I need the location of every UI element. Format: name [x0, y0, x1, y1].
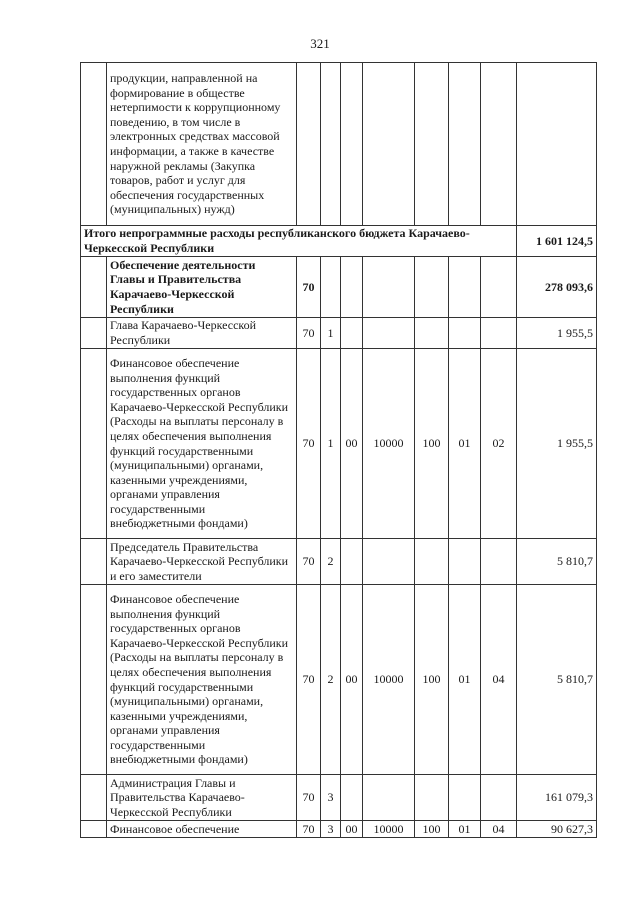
row-name: Администрация Главы и Правительства Карачаево-Черкесской Республики: [107, 775, 297, 821]
code-cell: 2: [321, 539, 341, 585]
code-cell: [363, 539, 415, 585]
total-row: [81, 226, 597, 257]
row-name: Финансовое обеспечение: [107, 821, 297, 838]
code-cell: 70: [297, 349, 321, 539]
indent-cell: [81, 775, 107, 821]
code-cell: 10000: [363, 821, 415, 838]
table-row: [81, 539, 597, 585]
indent-cell: [81, 257, 107, 318]
amount-cell: 1 955,5: [517, 349, 597, 539]
code-cell: 10000: [363, 349, 415, 539]
amount-cell: [517, 63, 597, 226]
code-cell: [449, 775, 481, 821]
code-cell: [481, 318, 517, 349]
code-cell: [341, 257, 363, 318]
code-cell: [341, 775, 363, 821]
code-cell: 3: [321, 821, 341, 838]
code-cell: 70: [297, 775, 321, 821]
code-cell: 00: [341, 585, 363, 775]
table-row: [81, 349, 597, 539]
code-cell: [449, 539, 481, 585]
code-cell: 01: [449, 821, 481, 838]
code-cell: 04: [481, 585, 517, 775]
indent-cell: [81, 821, 107, 838]
amount-cell: 5 810,7: [517, 539, 597, 585]
code-cell: 3: [321, 775, 341, 821]
row-name: продукции, направленной на формирование в обществе нетерпимости к коррупционному поведению, в том числе в электронных средствах массовой информации, а также в качестве наружной рекламы (Закупка товаров, работ и услуг для обеспечения государственных (муниципальных) нужд): [107, 63, 297, 226]
code-cell: [415, 63, 449, 226]
row-name: Председатель Правительства Карачаево-Черкесской Республики и его заместители: [107, 539, 297, 585]
total-label: Итого непрограммные расходы республиканского бюджета Карачаево-Черкесской Республики: [81, 226, 517, 257]
code-cell: 70: [297, 539, 321, 585]
indent-cell: [81, 585, 107, 775]
code-cell: [321, 257, 341, 318]
code-cell: [363, 257, 415, 318]
amount-cell: 90 627,3: [517, 821, 597, 838]
code-cell: 04: [481, 821, 517, 838]
code-cell: [341, 318, 363, 349]
code-cell: [449, 63, 481, 226]
code-cell: [363, 318, 415, 349]
table-row: [81, 257, 597, 318]
code-cell: 01: [449, 349, 481, 539]
row-name: Финансовое обеспечение выполнения функций государственных органов Карачаево-Черкесской Республики (Расходы на выплаты персоналу в целях обеспечения выполнения функций государственными (муниципальными) органами, казенными учреждениями, органами управления государственными внебюджетными фондами): [107, 585, 297, 775]
code-cell: 10000: [363, 585, 415, 775]
budget-table: [80, 62, 597, 838]
indent-cell: [81, 539, 107, 585]
code-cell: [341, 539, 363, 585]
total-amount: 1 601 124,5: [517, 226, 597, 257]
code-cell: 02: [481, 349, 517, 539]
code-cell: 70: [297, 318, 321, 349]
code-cell: 70: [297, 257, 321, 318]
code-cell: [363, 63, 415, 226]
row-name: Глава Карачаево-Черкесской Республики: [107, 318, 297, 349]
code-cell: [481, 539, 517, 585]
code-cell: [481, 63, 517, 226]
page-number: 321: [310, 36, 330, 51]
row-name: Финансовое обеспечение выполнения функций государственных органов Карачаево-Черкесской Республики (Расходы на выплаты персоналу в целях обеспечения выполнения функций государственными (муниципальными) органами, казенными учреждениями, органами управления государственными внебюджетными фондами): [107, 349, 297, 539]
code-cell: 70: [297, 585, 321, 775]
code-cell: [415, 257, 449, 318]
code-cell: 1: [321, 318, 341, 349]
code-cell: [481, 257, 517, 318]
code-cell: [363, 775, 415, 821]
code-cell: 01: [449, 585, 481, 775]
amount-cell: 1 955,5: [517, 318, 597, 349]
code-cell: [449, 318, 481, 349]
table-row: [81, 585, 597, 775]
amount-cell: 278 093,6: [517, 257, 597, 318]
indent-cell: [81, 318, 107, 349]
code-cell: 00: [341, 349, 363, 539]
code-cell: 70: [297, 821, 321, 838]
row-name: Обеспечение деятельности Главы и Правительства Карачаево-Черкесской Республики: [107, 257, 297, 318]
table-row: [81, 318, 597, 349]
code-cell: [415, 318, 449, 349]
code-cell: 1: [321, 349, 341, 539]
code-cell: [481, 775, 517, 821]
table-row: [81, 821, 597, 838]
indent-cell: [81, 349, 107, 539]
code-cell: 100: [415, 585, 449, 775]
amount-cell: 5 810,7: [517, 585, 597, 775]
code-cell: [415, 539, 449, 585]
code-cell: 2: [321, 585, 341, 775]
code-cell: 100: [415, 821, 449, 838]
code-cell: 00: [341, 821, 363, 838]
code-cell: [297, 63, 321, 226]
table-row: [81, 63, 597, 226]
code-cell: [449, 257, 481, 318]
amount-cell: 161 079,3: [517, 775, 597, 821]
code-cell: [341, 63, 363, 226]
code-cell: [321, 63, 341, 226]
indent-cell: [81, 63, 107, 226]
code-cell: 100: [415, 349, 449, 539]
code-cell: [415, 775, 449, 821]
table-row: [81, 775, 597, 821]
